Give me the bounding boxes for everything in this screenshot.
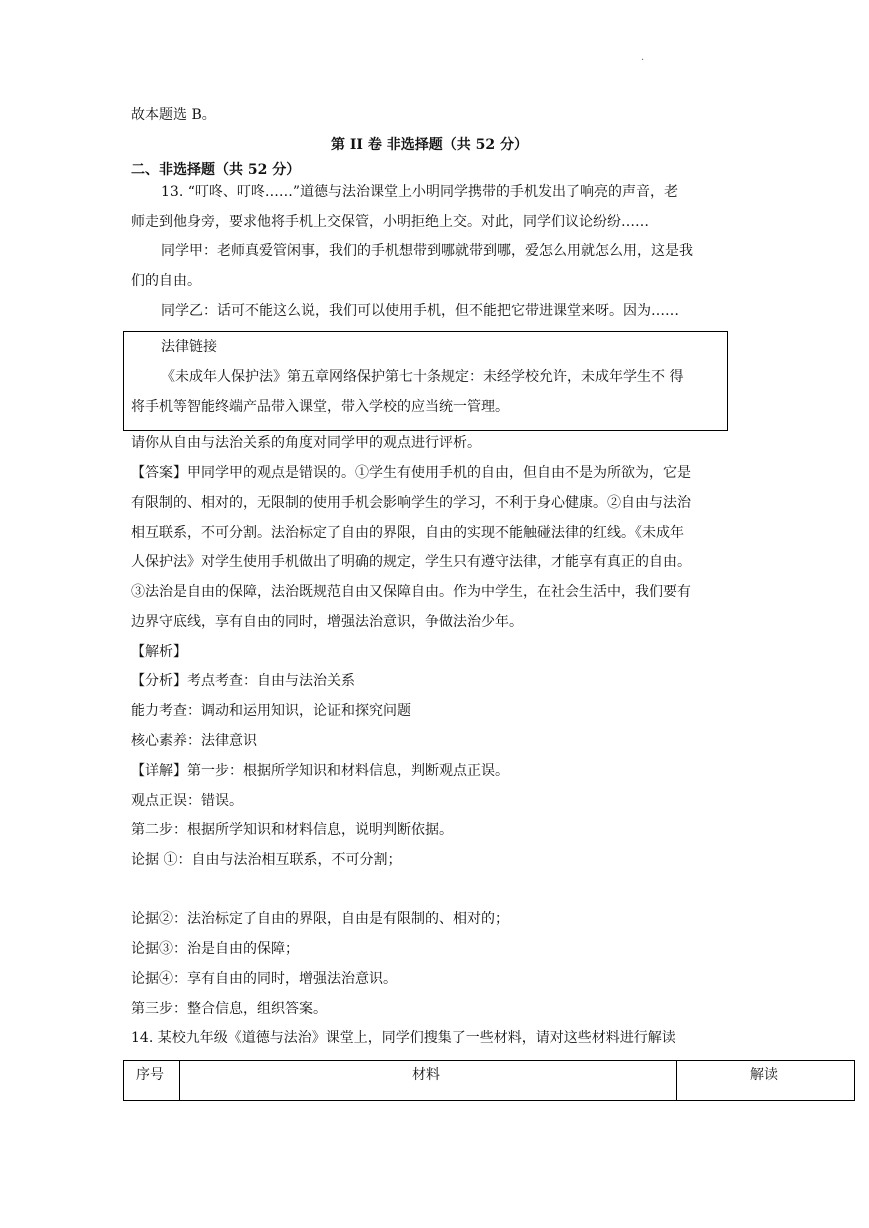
q13-stem-line: 同学乙：话可不能这么说，我们可以使用手机，但不能把它带进课堂来呀。因为…… [161,303,679,319]
law-box-line: 《未成年人保护法》第五章网络保护第七十条规定：未经学校允许，未成年学生不 得 [161,369,684,385]
answer-line: 【答案】甲同学甲的观点是错误的。①学生有使用手机的自由，但自由不是为所欲为，它是 [131,465,691,481]
analysis-line: 【解析】 [131,644,187,660]
prev-answer: 故本题选 B。 [131,107,216,123]
part-title: 第 II 卷 非选择题（共 52 分） [331,137,528,153]
table-header-index: 序号 [136,1067,164,1083]
answer-line: 边界守底线，享有自由的同时，增强法治意识，争做法治少年。 [131,614,523,630]
q13-question: 请你从自由与法治关系的角度对同学甲的观点进行评析。 [131,435,481,451]
table-divider [676,1061,677,1100]
analysis-line: 论据④：享有自由的同时，增强法治意识。 [131,971,397,987]
answer-line: 相互联系，不可分割。法治标定了自由的界限，自由的实现不能触碰法律的红线。《未成年 [131,525,684,541]
analysis-line: 【分析】考点考查：自由与法治关系 [131,673,355,689]
q13-stem-line: 们的自由。 [131,273,201,289]
law-box-line: 将手机等智能终端产品带入课堂，带入学校的应当统一管理。 [131,399,509,415]
q13-stem-line: 师走到他身旁，要求他将手机上交保管，小明拒绝上交。对此，同学们议论纷纷…… [131,214,649,230]
header-dot: · [641,55,645,66]
answer-line: 有限制的、相对的，无限制的使用手机会影响学生的学习，不利于身心健康。②自由与法治 [131,495,691,511]
analysis-line: 论据 ①：自由与法治相互联系，不可分割； [131,852,402,868]
answer-line: ③法治是自由的保障，法治既规范自由又保障自由。作为中学生，在社会生活中，我们要有 [131,584,691,600]
analysis-line: 核心素养：法律意识 [131,733,257,749]
analysis-line: 【详解】第一步：根据所学知识和材料信息，判断观点正误。 [131,763,509,779]
table-header-material: 材料 [412,1067,440,1083]
analysis-line: 观点正误：错误。 [131,793,243,809]
q14-stem: 14. 某校九年级《道德与法治》课堂上，同学们搜集了一些材料，请对这些材料进行解读 [131,1030,676,1046]
q13-stem-line: 同学甲：老师真爱管闲事，我们的手机想带到哪就带到哪，爱怎么用就怎么用，这是我 [161,243,693,259]
analysis-line: 能力考查：调动和运用知识，论证和探究问题 [131,703,411,719]
table-header-interpretation: 解读 [750,1067,778,1083]
answer-line: 人保护法》对学生使用手机做出了明确的规定，学生只有遵守法律，才能享有真正的自由。 [131,554,691,570]
analysis-line: 第三步：整合信息，组织答案。 [131,1001,327,1017]
analysis-line: 论据③：治是自由的保障； [131,941,299,957]
analysis-line: 论据②：法治标定了自由的界限，自由是有限制的、相对的； [131,911,509,927]
law-box-title: 法律链接 [161,339,217,355]
section-title: 二、非选择题（共 52 分） [131,162,301,178]
q14-table [123,1060,855,1101]
analysis-line: 第二步：根据所学知识和材料信息，说明判断依据。 [131,822,453,838]
q13-stem-line: 13. “叮咚、叮咚……”道德与法治课堂上小明同学携带的手机发出了响亮的声音，老 [161,184,679,200]
table-divider [179,1061,180,1100]
